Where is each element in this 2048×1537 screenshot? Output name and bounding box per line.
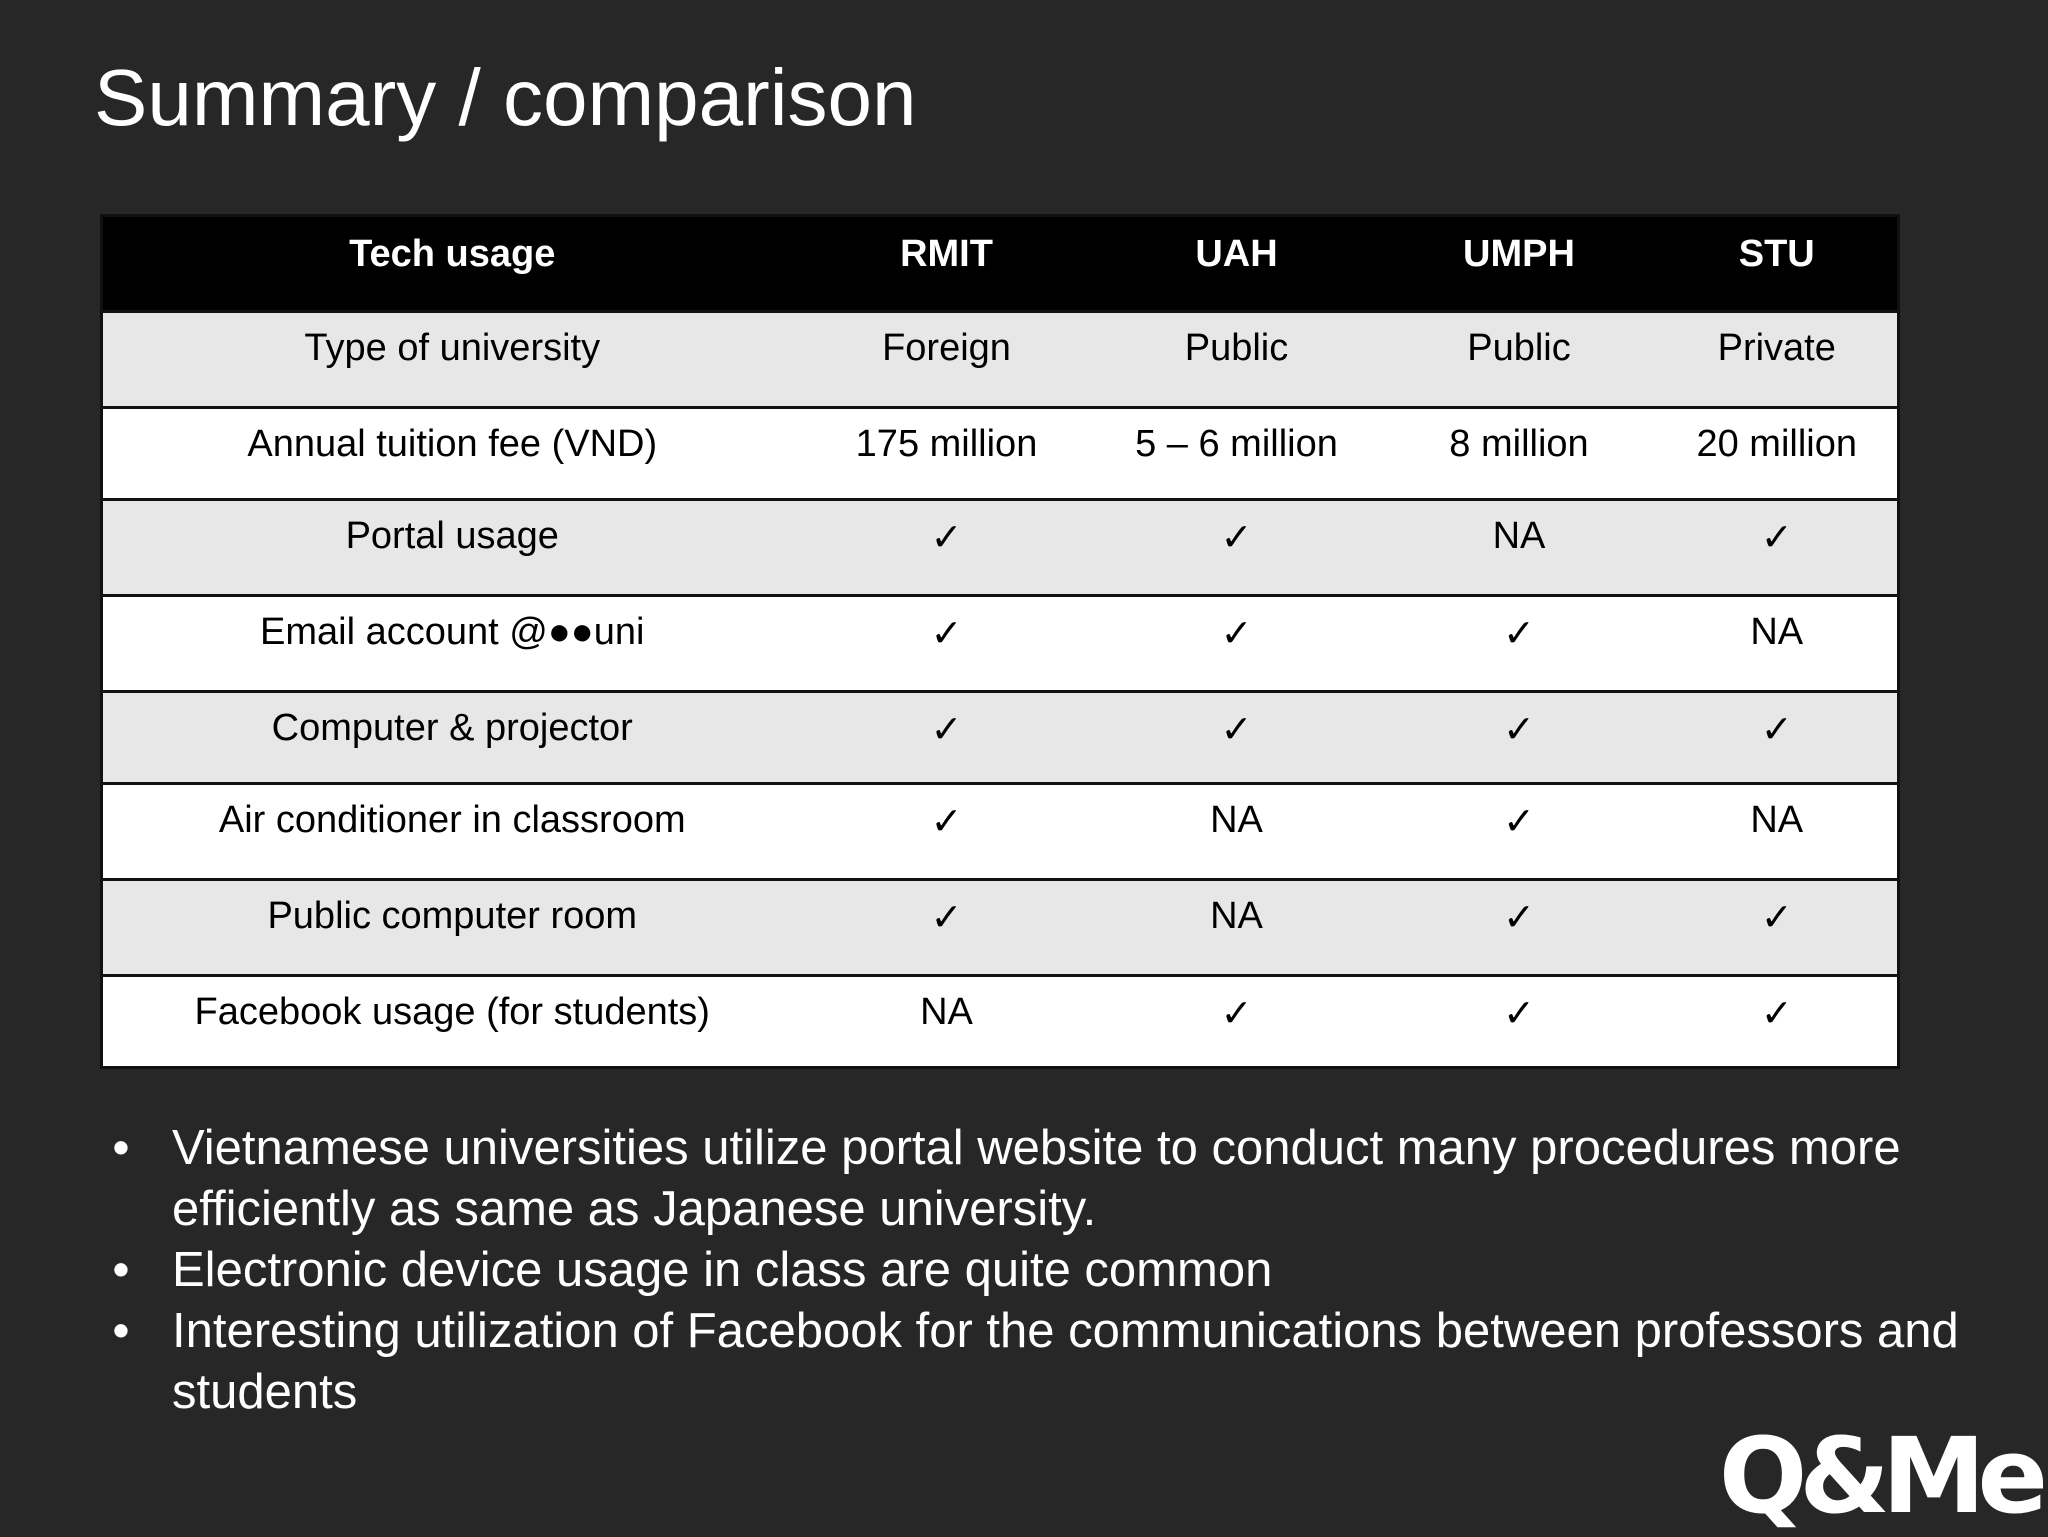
table-row [102, 312, 1899, 408]
qme-logo: Q&Me [1718, 1415, 2040, 1537]
check-mark-icon: ✓ [1092, 976, 1382, 1068]
cell-umph: 8 million [1382, 408, 1657, 500]
slide-title: Summary / comparison [94, 53, 917, 142]
cell-stu: NA [1657, 784, 1899, 880]
check-mark-icon: ✓ [1382, 976, 1657, 1068]
cell-uah: NA [1092, 880, 1382, 976]
bullet-text: Vietnamese universities utilize portal website to conduct many procedures more efficiently as same as Japanese university. [172, 1121, 1901, 1236]
check-mark-icon: ✓ [1092, 692, 1382, 784]
bullet-item [106, 1118, 1986, 1240]
check-mark-icon: ✓ [802, 596, 1092, 692]
check-mark-icon: ✓ [802, 500, 1092, 596]
table-header-row [102, 216, 1899, 312]
cell-rmit: 175 million [802, 408, 1092, 500]
cell-umph: Public [1382, 312, 1657, 408]
table-row [102, 596, 1899, 692]
check-mark-icon: ✓ [1092, 500, 1382, 596]
row-label: Air conditioner in classroom [102, 784, 802, 880]
row-label: Email account @●●uni [102, 596, 802, 692]
row-label: Portal usage [102, 500, 802, 596]
check-mark-icon: ✓ [1657, 880, 1899, 976]
bullet-icon: • [112, 1243, 130, 1297]
check-mark-icon: ✓ [802, 784, 1092, 880]
bullet-item [106, 1301, 1986, 1423]
row-label: Computer & projector [102, 692, 802, 784]
cell-rmit: NA [802, 976, 1092, 1068]
cell-stu: NA [1657, 596, 1899, 692]
bullet-text: Interesting utilization of Facebook for the communications between professors and students [172, 1304, 1959, 1419]
table-row [102, 976, 1899, 1068]
header-umph: UMPH [1382, 216, 1657, 312]
bullet-icon: • [112, 1304, 130, 1358]
cell-umph: NA [1382, 500, 1657, 596]
row-label: Public computer room [102, 880, 802, 976]
check-mark-icon: ✓ [1657, 976, 1899, 1068]
header-rmit: RMIT [802, 216, 1092, 312]
cell-stu: Private [1657, 312, 1899, 408]
comparison-table-container [100, 214, 1897, 1069]
bullet-text: Electronic device usage in class are quite common [172, 1243, 1273, 1297]
check-mark-icon: ✓ [1382, 880, 1657, 976]
cell-stu: 20 million [1657, 408, 1899, 500]
table-row [102, 784, 1899, 880]
header-uah: UAH [1092, 216, 1382, 312]
check-mark-icon: ✓ [802, 880, 1092, 976]
cell-rmit: Foreign [802, 312, 1092, 408]
check-mark-icon: ✓ [1382, 596, 1657, 692]
bullet-icon: • [112, 1121, 130, 1175]
check-mark-icon: ✓ [1092, 596, 1382, 692]
row-label: Type of university [102, 312, 802, 408]
summary-bullet-list [106, 1118, 1986, 1423]
table-row [102, 408, 1899, 500]
check-mark-icon: ✓ [1382, 784, 1657, 880]
comparison-table [100, 214, 1900, 1069]
check-mark-icon: ✓ [1382, 692, 1657, 784]
check-mark-icon: ✓ [802, 692, 1092, 784]
table-row [102, 500, 1899, 596]
bullet-item [106, 1240, 1986, 1301]
cell-uah: NA [1092, 784, 1382, 880]
table-row [102, 692, 1899, 784]
header-stu: STU [1657, 216, 1899, 312]
cell-uah: 5 – 6 million [1092, 408, 1382, 500]
cell-uah: Public [1092, 312, 1382, 408]
header-tech-usage: Tech usage [102, 216, 802, 312]
row-label: Annual tuition fee (VND) [102, 408, 802, 500]
table-row [102, 880, 1899, 976]
row-label: Facebook usage (for students) [102, 976, 802, 1068]
check-mark-icon: ✓ [1657, 692, 1899, 784]
check-mark-icon: ✓ [1657, 500, 1899, 596]
